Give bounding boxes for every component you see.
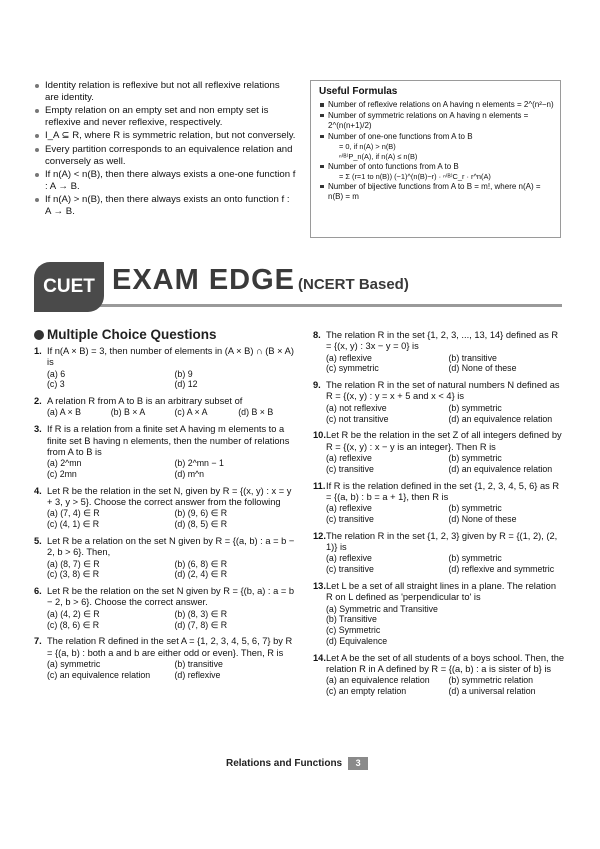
question-number: 1. [34, 346, 42, 356]
section-title: Multiple Choice Questions [47, 327, 217, 342]
options [326, 403, 565, 425]
option: (a) (8, 7) ∈ R [47, 558, 100, 569]
option: (b) 2^mn − 1 [174, 458, 224, 469]
question-number: 14. [313, 652, 326, 663]
option: (b) symmetric [448, 553, 502, 564]
option: (b) symmetric [448, 503, 502, 514]
option: (c) A × A [174, 407, 208, 418]
question [34, 396, 296, 418]
section-bullet-icon [34, 330, 44, 340]
option: (c) (4, 1) ∈ R [47, 519, 100, 530]
option: (c) transitive [326, 564, 374, 575]
formula-item: Number of reflexive relations on A having n elements = 2^(n²−n) [319, 100, 554, 110]
question-number: 2. [34, 396, 42, 407]
option: (a) reflexive [326, 503, 372, 514]
option: (d) m^n [174, 468, 205, 479]
question-number: 3. [34, 424, 42, 435]
bullet-item: If n(A) > n(B), then there always exists an onto function f : A → B. [34, 194, 296, 217]
option: (c) Symmetric [326, 625, 381, 636]
option: (b) B × A [110, 407, 146, 418]
question-number: 13. [313, 580, 326, 591]
option: (d) an equivalence relation [448, 463, 553, 474]
question [34, 586, 296, 630]
question-text: Let R be the relation in the set Z of all integers defined by R = {(x, y) : x − y is an integer}. Then R is [326, 430, 562, 452]
option: (a) reflexive [326, 352, 372, 363]
question-text: A relation R from A to B is an arbitrary subset of [47, 396, 243, 407]
cuet-badge: CUET [34, 262, 104, 312]
option: (c) (3, 8) ∈ R [47, 569, 100, 580]
option: (b) 9 [174, 368, 193, 379]
question-number: 12. [313, 530, 326, 541]
banner-title: EXAM EDGE [112, 264, 296, 296]
question [313, 430, 565, 474]
option: (a) an equivalence relation [326, 675, 430, 686]
question [313, 653, 565, 697]
question-text: The relation R defined in the set A = {1, 2, 3, 4, 5, 6, 7} by R = {(a, b) : both a and b are either odd or even}. Then, R is [47, 636, 293, 658]
question [313, 330, 565, 374]
options [326, 604, 565, 647]
formula-item: Number of one-one functions from A to B [319, 132, 554, 142]
option: (d) None of these [448, 513, 517, 524]
questions-left-column [34, 346, 296, 687]
oneone-case-1: = 0, if n(A) > n(B) [339, 142, 396, 152]
options [47, 458, 296, 480]
option: (c) symmetric [326, 363, 379, 374]
options [47, 369, 296, 391]
question [313, 531, 565, 575]
bullet-item: I_A ⊆ R, where R is symmetric relation, but not conversely. [34, 130, 296, 142]
option: (a) (7, 4) ∈ R [47, 508, 100, 519]
option: (c) not transitive [326, 413, 389, 424]
option: (b) (8, 3) ∈ R [174, 608, 228, 619]
bullet-item: Empty relation on an empty set and non empty set is reflexive and never reflexive, respectively. [34, 105, 296, 128]
option: (b) transitive [174, 658, 223, 669]
question [313, 481, 565, 525]
option: (c) an empty relation [326, 686, 407, 697]
question-number: 5. [34, 535, 42, 546]
options [326, 453, 565, 475]
option: (c) an equivalence relation [47, 669, 151, 680]
formulas-title: Useful Formulas [319, 86, 398, 97]
option: (b) (6, 8) ∈ R [174, 558, 228, 569]
option: (a) A × B [47, 407, 81, 418]
option: (d) a universal relation [448, 686, 536, 697]
page-footer [226, 757, 368, 770]
question-number: 7. [34, 636, 42, 647]
question [34, 346, 296, 390]
option: (d) reflexive [174, 669, 221, 680]
question-text: Let R be a relation on the set N given by R = {(a, b) : a = b − 2, b > 6}. Then, [47, 535, 295, 558]
bullet-item: If n(A) < n(B), then there always exists a one-one function f : A → B. [34, 169, 296, 192]
question-number: 6. [34, 586, 42, 597]
exam-edge-banner [34, 262, 562, 314]
question-number: 9. [313, 380, 321, 391]
option: (b) Transitive [326, 614, 377, 625]
options [326, 675, 565, 697]
question-text: Let A be the set of all students of a boys school. Then, the relation R in A defined by R = {(a, b) : a is sister of b} is [326, 652, 565, 675]
option: (d) (7, 8) ∈ R [174, 619, 228, 630]
top-bullet-list [34, 80, 296, 220]
options [326, 503, 565, 525]
option: (d) reflexive and symmetric [448, 564, 555, 575]
footer-chapter-label: Relations and Functions [226, 758, 343, 769]
question-text: Let R be the relation on the set N given by R = {(b, a) : a = b − 2, b > 6}. Choose the correct answer. [47, 586, 295, 608]
question-text: Let R be the relation in the set N, given by R = {(x, y) : x = y + 3, y > 5}. Choose the correct answer from the following [47, 485, 292, 508]
options [47, 659, 296, 681]
question-text: The relation R in the set {1, 2, 3} given by R = {(1, 2), (2, 1)} is [326, 530, 558, 553]
question [313, 581, 565, 647]
question [34, 636, 296, 680]
option: (a) reflexive [326, 452, 372, 463]
question-text: The relation R in the set of natural numbers N defined as R = {(x, y) : y = x + 5 and x < 4} is [326, 380, 560, 402]
option: (a) Symmetric and Transitive [326, 603, 438, 614]
option: (c) transitive [326, 463, 374, 474]
option: (d) an equivalence relation [448, 413, 553, 424]
option: (c) transitive [326, 513, 374, 524]
questions-right-column [313, 330, 565, 703]
oneone-case-2: ⁿ⁽ᴮ⁾P_n(A), if n(A) ≤ n(B) [339, 151, 418, 161]
option: (b) (9, 6) ∈ R [174, 508, 228, 519]
options [47, 508, 296, 530]
option: (d) Equivalence [326, 635, 388, 646]
options [47, 609, 296, 631]
question-number: 8. [313, 330, 321, 340]
option: (d) None of these [448, 363, 517, 374]
option: (d) (2, 4) ∈ R [174, 569, 228, 580]
option: (a) (4, 2) ∈ R [47, 608, 100, 619]
options [47, 407, 296, 418]
question-number: 4. [34, 485, 42, 496]
question [34, 536, 296, 580]
option: (a) 2^mn [47, 458, 82, 469]
option: (b) symmetric [448, 402, 502, 413]
formula-item: Number of symmetric relations on A having n elements = 2^(n(n+1)/2) [319, 111, 554, 132]
question [313, 380, 565, 424]
question [34, 486, 296, 530]
bullet-item: Every partition corresponds to an equivalence relation and conversely as well. [34, 144, 296, 167]
option: (a) reflexive [326, 553, 372, 564]
option: (d) (8, 5) ∈ R [174, 519, 228, 530]
question-text: If n(A × B) = 3, then number of elements in (A × B) ∩ (B × A) is [47, 346, 294, 368]
question-text: If R is the relation defined in the set {1, 2, 3, 4, 5, 6} as R = {(a, b) : b = a + 1}, then R is [326, 480, 560, 502]
option: (a) symmetric [47, 658, 101, 669]
option: (c) 3 [47, 379, 65, 390]
option: (b) symmetric relation [448, 675, 534, 686]
onto-expression: = Σ (r=1 to n(B)) (−1)^(n(B)−r) · ⁿ⁽ᴮ⁾C_r · r^n(A) [339, 172, 491, 182]
option: (c) (8, 6) ∈ R [47, 619, 100, 630]
option: (d) 12 [174, 379, 198, 390]
bullet-item: Identity relation is reflexive but not all reflexive relations are identity. [34, 80, 296, 103]
question-text: If R is a relation from a finite set A having m elements to a finite set B having n elements, then the number of relations from A to B is [47, 424, 290, 457]
option: (a) not reflexive [326, 402, 387, 413]
question [34, 424, 296, 479]
option: (c) 2mn [47, 468, 77, 479]
option: (a) 6 [47, 368, 66, 379]
option: (b) transitive [448, 352, 497, 363]
question-text: Let L be a set of all straight lines in a plane. The relation R on L defined as 'perpendicular to' is [326, 580, 556, 603]
question-number: 10. [313, 430, 326, 441]
page-number: 3 [348, 757, 368, 770]
option: (d) B × B [238, 407, 274, 418]
formula-item: Number of bijective functions from A to B = m!, where n(A) = n(B) = m [319, 182, 554, 203]
question-text: The relation R in the set {1, 2, 3, ..., 13, 14} defined as R = {(x, y) : 3x − y = 0} is [326, 330, 559, 352]
section-heading [34, 327, 217, 342]
options [326, 553, 565, 575]
options [326, 353, 565, 375]
formula-item: Number of onto functions from A to B [319, 162, 554, 172]
banner-rule [34, 304, 562, 307]
options [47, 559, 296, 581]
option: (b) symmetric [448, 452, 502, 463]
banner-subtitle: (NCERT Based) [298, 276, 409, 293]
useful-formulas-box [310, 80, 561, 238]
question-number: 11. [313, 480, 326, 491]
